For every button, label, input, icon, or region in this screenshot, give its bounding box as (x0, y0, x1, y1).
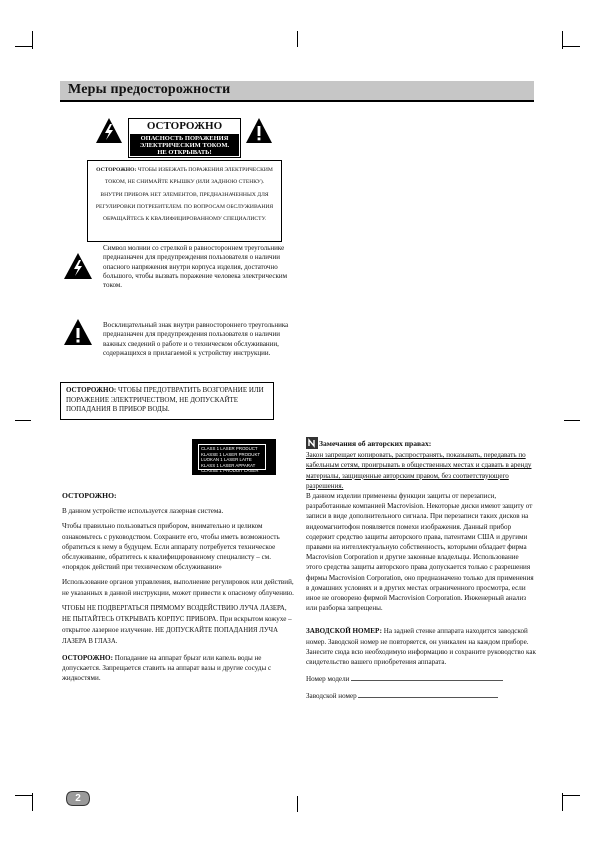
caution-text: ЧТОБЫ ИЗБЕЖАТЬ ПОРАЖЕНИЯ ЭЛЕКТРИЧЕСКИМ ТОКОМ, НЕ СНИМАЙТЕ КРЫШКУ (ИЛИ ЗАДНЮЮ СТЕНКУ). ВНУТРИ ПРИБОРА НЕТ ЭЛЕМЕНТОВ, ПРЕДНАЗНАЧЕННЫХ ДЛЯ РЕГУЛИРОВКИ ПОТРЕБИТЕЛЕМ. ПО ВОПРОСАМ ОБСЛУЖИВАНИЯ ОБРАЩАЙТЕСЬ К КВАЛИФИЦИРОВАННОМУ СПЕЦИАЛИСТУ. (95, 167, 274, 223)
water-paragraph (62, 653, 296, 684)
section-header (60, 81, 534, 102)
warning-line: НЕ ОТКРЫВАТЬ! (157, 148, 212, 156)
warning-title: ОСТОРОЖНО (146, 120, 223, 132)
lightning-symbol-description: Символ молнии со стрелкой в равностороннем треугольнике предназначен для предупреждения пользователя о наличии опасного напряжения внутри корпуса изделия, достаточно большого, чтобы вызвать поражение человека электрическим током. (103, 244, 288, 290)
manual-paragraph: Чтобы правильно пользоваться прибором, внимательно и целиком ознакомьтесь с руководством. Сохраните его, чтобы иметь возможность обратиться к нему в будущем. Если аппарату потребуется техническое обслуживание, обратитесь к квалифицированному специалисту – см. «порядок действий при техническом обслуживании» (62, 522, 280, 572)
serial-number-label: Заводской номер (306, 692, 357, 701)
water-text: Попадание на аппарат брызг или капель воды не допускается. Запрещается ставить на аппарат вазы и другие сосуды с жидкостями. (62, 653, 272, 683)
water-lead: ОСТОРОЖНО: (62, 653, 113, 662)
copyright-body: В данном изделии применены функции защиты от перезаписи, разработанные компанией Macrovision. Некоторые диски имеют защиту от записи в виде дополнительного сигнала. При перезаписи таких дисков на видеомагнитофон появляется помехи изображения. Данный прибор содержит средство защиты авторского права, патентами США и другими правами на интеллектуальную собственность, которыми обладает фирма Macrovision Corporation и другие законные владельцы. Использование этого средства защиты авторского права допускается только с разрешения фирмы Macrovision Corporation, оно предназначено только для применения в домашних условиях и в других местах ограниченного просмотра, если иное не оговорено фирмой Macrovision Corporation. Инженерный анализ или разборка запрещены. (306, 492, 534, 613)
laser-label-line: CLASS 1 LASER PRODUCT (201, 446, 258, 451)
shock-warning-label (128, 118, 241, 158)
exclamation-symbol-icon (63, 318, 93, 346)
laser-label-line: KLASS 1 LASER APPARAT (201, 462, 256, 468)
crop-mark (297, 796, 298, 812)
serial-paragraph (306, 626, 536, 667)
page-number: 2 (75, 793, 81, 804)
laser-caps-text-2: НЕ ДОПУСКАЙТЕ ПОПАДАНИЯ ЛУЧА ЛАЗЕРА В ГЛАЗА. (62, 627, 278, 646)
laser-beam-paragraph (62, 603, 296, 648)
laser-rest-text: При вскрытом кожухе – открытое лазерное излучение. (62, 615, 292, 635)
crop-mark (15, 46, 33, 47)
fire-warning-lead: ОСТОРОЖНО: (66, 386, 117, 394)
left-column (62, 491, 296, 683)
laser-caps-text: ЧТОБЫ НЕ ПОДВЕРГАТЬСЯ ПРЯМОМУ ВОЗДЕЙСТВИЮ ЛУЧА ЛАЗЕРА, НЕ ПЫТАЙТЕСЬ ОТКРЫВАТЬ КОРПУС ПРИБОРА. (62, 604, 287, 624)
crop-mark (15, 420, 31, 421)
lightning-symbol-icon (63, 252, 93, 280)
copyright-heading: Замечания об авторских правах: (319, 439, 432, 448)
crop-mark (564, 420, 580, 421)
serial-lead: ЗАВОДСКОЙ НОМЕР: (306, 627, 382, 636)
model-number-line (306, 673, 536, 684)
fire-warning-box (60, 382, 274, 420)
exclamation-warning-icon (245, 117, 273, 144)
copyright-law-text: Закон запрещает копировать, распространять, показывать, передавать по кабельным сетям, проигрывать в общественных местах и сдавать в аренду материалы, защищенные авторским правом, без соответствующего разрешения. (306, 451, 532, 490)
serial-text: На задней стенке аппарата находится заводской номер. Заводской номер не повторяется, он уникален на каждом приборе. Занесите сюда всю необходимую информацию и сохраните руководство как свидетельство вашего приобретения аппарата. (306, 627, 536, 667)
model-number-label: Номер модели (306, 675, 350, 684)
caution-lead: ОСТОРОЖНО: (96, 167, 137, 173)
caution-box (87, 160, 282, 242)
laser-label-line: CLASSE 1 PRODUIT LASER (201, 468, 259, 474)
crop-mark (15, 795, 33, 796)
left-heading: ОСТОРОЖНО: (62, 491, 117, 500)
right-column (306, 439, 536, 702)
warning-line: ОПАСНОСТЬ ПОРАЖЕНИЯ (140, 134, 229, 142)
lightning-warning-icon (95, 117, 123, 144)
serial-number-line (306, 690, 536, 701)
laser-label-line: KLASSE 1 LASER PRODUKT (201, 451, 261, 457)
warning-line: ЭЛЕКТРИЧЕСКИМ ТОКОМ. (139, 141, 230, 149)
laser-intro-paragraph: В данном устройстве используется лазерная система. (62, 507, 224, 516)
crop-mark (562, 46, 580, 47)
model-number-field[interactable] (351, 673, 503, 681)
controls-paragraph: Использование органов управления, выполнение регулировок или действий, не указанных в данной инструкции, может привести к опасному облучению. (62, 578, 294, 597)
exclamation-symbol-description: Восклицательный знак внутри равностороннего треугольника предназначен для предупреждения пользователя о наличии важных сведений о работе и о техническом обслуживании, содержащихся в прилагаемой к устройству инструкции. (103, 321, 289, 357)
warning-lines (130, 134, 239, 156)
page-title: Меры предосторожности (68, 82, 231, 97)
crop-mark (562, 795, 580, 796)
serial-number-field[interactable] (358, 690, 498, 698)
laser-label-line: LUOKAN 1 LASER LAITE (201, 457, 252, 463)
laser-product-label (192, 439, 276, 475)
crop-mark (297, 31, 298, 47)
fire-warning-text: ЧТОБЫ ПРЕДОТВРАТИТЬ ВОЗГОРАНИЕ ИЛИ ПОРАЖЕНИЕ ЭЛЕКТРИЧЕСТВОМ, НЕ ДОПУСКАЙТЕ ПОПАДАНИЯ В ПРИБОР ВОДЫ. (66, 386, 264, 414)
